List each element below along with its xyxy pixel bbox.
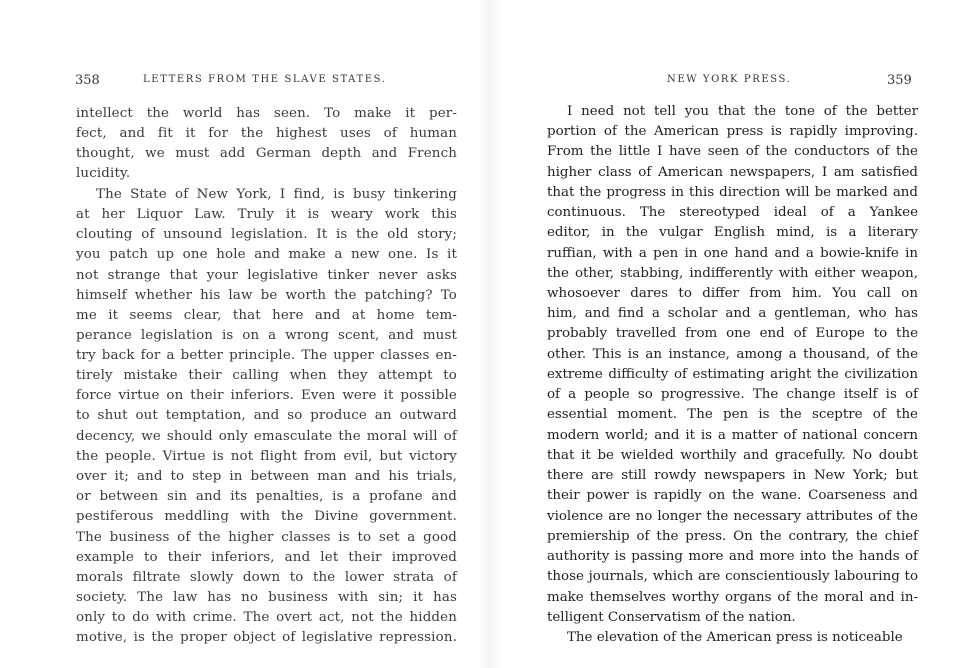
text-line: of a people so progressive. The change itself is of [547, 387, 918, 402]
text-line: The State of New York, I find, is busy tinkering [96, 187, 457, 202]
text-line: example to their inferiors, and let their improved [76, 550, 457, 565]
text-line: fect, and fit it for the highest uses of human [76, 126, 457, 141]
text-line: telligent Conservatism of the nation. [547, 610, 796, 625]
text-line: clouting of unsound legislation. It is the old story; [76, 227, 457, 242]
text-line: me it seems clear, that here and at home tem- [76, 308, 457, 323]
text-line: the other, stabbing, indifferently with either weapon, [547, 266, 918, 281]
text-line: that it be wielded worthily and gracefully. No doubt [547, 448, 918, 463]
text-line: the people. Virtue is not flight from evil, but victory [76, 449, 457, 464]
text-line: violence are no longer the necessary attributes of the [547, 509, 918, 524]
left-page-number: 358 [75, 73, 100, 88]
right-page [490, 0, 980, 668]
text-line: society. The law has no business with sin; it has [76, 590, 457, 605]
text-line: at her Liquor Law. Truly it is weary work this [76, 207, 457, 222]
text-line: there are still rowdy newspapers in New York; but [547, 468, 918, 483]
text-line: The business of the higher classes is to set a good [76, 530, 457, 545]
text-line: thought, we must add German depth and French [76, 146, 457, 161]
text-line: only to do with crime. The overt act, not the hidden [76, 610, 457, 625]
text-line: morals filtrate slowly down to the lower strata of [76, 570, 457, 585]
text-line: premiership of the press. On the contrary, the chief [547, 529, 918, 544]
text-line: essential moment. The pen is the sceptre of the [547, 407, 918, 422]
text-line: extreme difficulty of estimating aright the civilization [547, 367, 918, 382]
text-line: higher class of American newspapers, I am satisfied [547, 165, 918, 180]
text-line: whosoever dares to differ from him. You call on [547, 286, 918, 301]
text-line: other. This is an instance, among a thousand, of the [547, 347, 918, 362]
text-line: intellect the world has seen. To make it per- [76, 106, 457, 121]
text-line: him, and find a scholar and a gentleman, who has [547, 306, 918, 321]
right-running-head: NEW YORK PRESS. [667, 74, 792, 85]
text-line: pestiferous meddling with the Divine government. [76, 509, 457, 524]
text-line: From the little I have seen of the conductors of the [547, 144, 918, 159]
left-running-head: LETTERS FROM THE SLAVE STATES. [143, 74, 387, 85]
text-line: force virtue on their inferiors. Even were it possible [76, 388, 457, 403]
text-line: I need not tell you that the tone of the better [567, 104, 918, 119]
text-line: authority is passing more and more into the hands of [547, 549, 918, 564]
right-page-number: 359 [887, 73, 912, 88]
text-line: ruffian, with a pen in one hand and a bowie-knife in [547, 246, 918, 261]
text-line: or between sin and its penalties, is a profane and [76, 489, 457, 504]
text-line: himself whether his law be worth the patching? To [76, 288, 457, 303]
text-line: lucidity. [76, 166, 131, 181]
text-line: editor, in the vulgar English mind, is a literary [547, 225, 918, 240]
text-line: The elevation of the American press is noticeable [567, 630, 903, 645]
text-line: that the progress in this direction will be marked and [547, 185, 918, 200]
text-line: decency, we should only emasculate the moral will of [76, 429, 457, 444]
text-line: their power is rapidly on the wane. Coarseness and [547, 488, 918, 503]
text-line: probably travelled from one end of Europe to the [547, 326, 918, 341]
text-line: to shut out temptation, and so produce an outward [76, 408, 457, 423]
text-line: motive, is the proper object of legislative repression. [76, 630, 457, 645]
text-line: tirely mistake their calling when they attempt to [76, 368, 457, 383]
text-line: try back for a better principle. The upper classes en- [76, 348, 457, 363]
text-line: continuous. The stereotyped ideal of a Yankee [547, 205, 918, 220]
text-line: portion of the American press is rapidly improving. [547, 124, 918, 139]
text-line: those journals, which are conscientiously labouring to [547, 569, 918, 584]
text-line: perance legislation is on a wrong scent, and must [76, 328, 457, 343]
text-line: over it; and to step in between man and his trials, [76, 469, 457, 484]
text-line: make themselves worthy organs of the moral and in- [547, 590, 918, 605]
text-line: you patch up one hole and make a new one. Is it [76, 247, 457, 262]
text-line: modern world; and it is a matter of national concern [547, 428, 918, 443]
text-line: not strange that your legislative tinker never asks [76, 268, 457, 283]
